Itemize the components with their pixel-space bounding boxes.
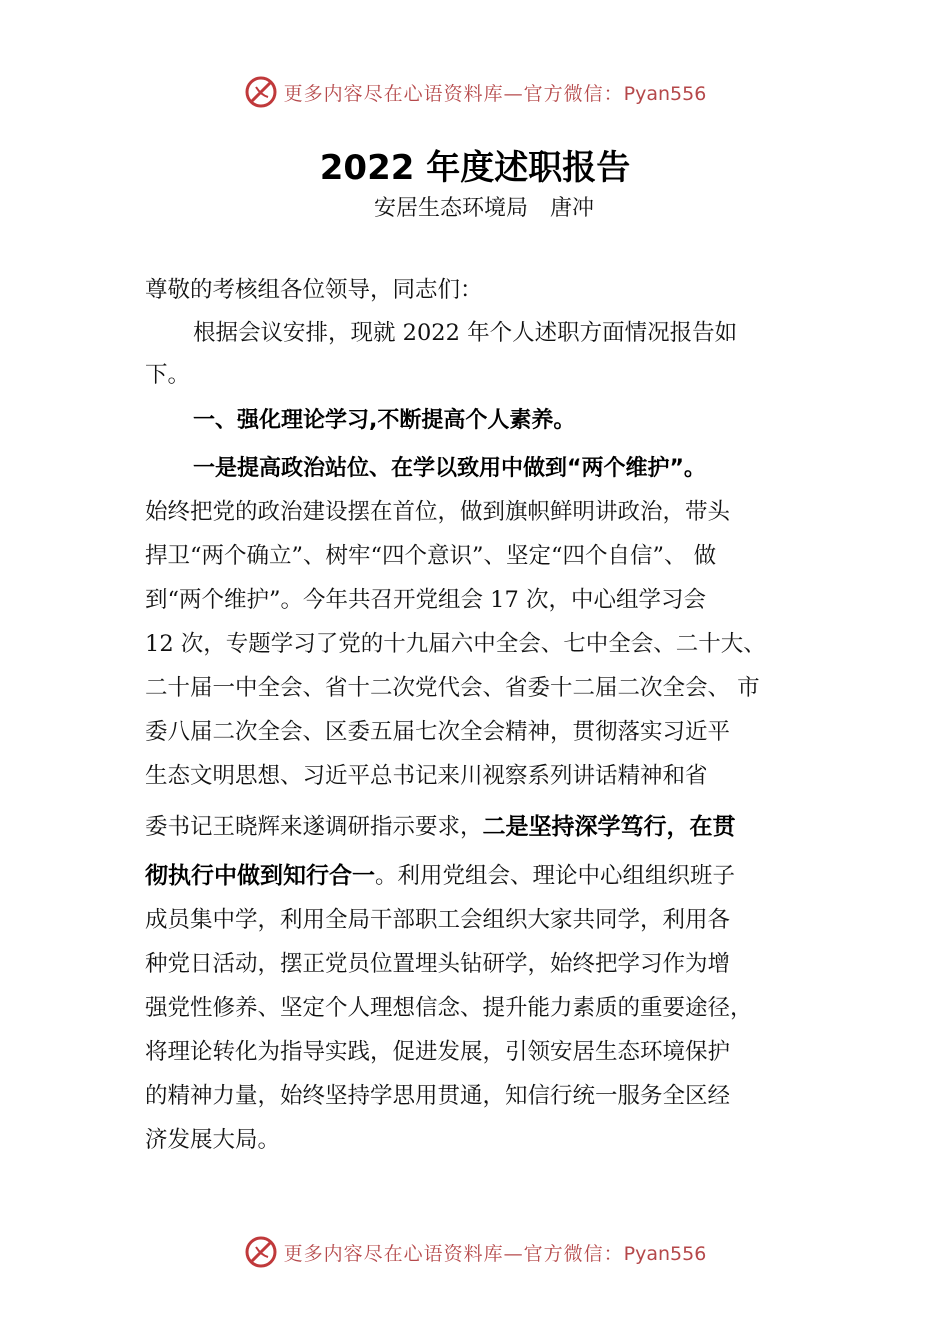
paragraph-1-line: 到“两个维护”。今年共召开党组会 17 次，中心组学习会 — [145, 587, 706, 613]
watermark-banner-bottom — [0, 1232, 950, 1272]
intro-line-1: 根据会议安排，现就 2022 年个人述职方面情况报告如 — [193, 320, 738, 346]
paragraph-1-last-line: 委书记王晓辉来遂调研指示要求，二是坚持深学笃行，在贯 — [145, 814, 736, 840]
paragraph-1-line: 生态文明思想、习近平总书记来川视察系列讲话精神和省 — [145, 763, 708, 789]
wechat-id: Pyan556 — [623, 1242, 707, 1265]
intro-line-2: 下。 — [145, 362, 191, 388]
document-title: 2022 年度述职报告 — [319, 148, 631, 188]
subsection-heading-2-part-2: 彻执行中做到知行合一 — [145, 863, 375, 889]
paragraph-2-line: 成员集中学，利用全局干部职工会组织大家共同学，利用各 — [145, 907, 731, 933]
paragraph-1-line: 12 次，专题学习了党的十九届六中全会、七中全会、二十大、 — [145, 631, 766, 657]
banner-text: 更多内容尽在心语资料库—官方微信：Pyan556 — [283, 1242, 707, 1265]
salutation: 尊敬的考核组各位领导，同志们： — [145, 277, 483, 303]
brush-logo-icon — [244, 1235, 278, 1269]
paragraph-2-line: 强党性修养、坚定个人理想信念、提升能力素质的重要途径， — [145, 995, 753, 1021]
paragraph-2-line: 的精神力量，始终坚持学思用贯通，知信行统一服务全区经 — [145, 1083, 731, 1109]
paragraph-1-line: 委八届二次全会、区委五届七次全会精神，贯彻落实习近平 — [145, 719, 731, 745]
paragraph-2-line: 种党日活动，摆正党员位置埋头钻研学，始终把学习作为增 — [145, 951, 731, 977]
subsection-heading-1: 一是提高政治站位、在学以致用中做到“两个维护”。 — [193, 456, 706, 481]
paragraph-2-line: 将理论转化为指导实践，促进发展，引领安居生态环境保护 — [145, 1039, 731, 1065]
paragraph-1-line: 始终把党的政治建设摆在首位，做到旗帜鲜明讲政治，带头 — [145, 499, 731, 525]
paragraph-2-line: 济发展大局。 — [145, 1127, 281, 1153]
paragraph-2-first-line: 彻执行中做到知行合一。利用党组会、理论中心组组织班子 — [145, 863, 736, 889]
section-heading-1: 一、强化理论学习,不断提高个人素养。 — [193, 408, 576, 433]
watermark-banner-top — [0, 72, 950, 112]
document-subtitle: 安居生态环境局 唐冲 — [374, 196, 595, 221]
brush-logo-icon — [244, 75, 278, 109]
wechat-id: Pyan556 — [623, 82, 707, 105]
banner-text: 更多内容尽在心语资料库—官方微信：Pyan556 — [283, 82, 707, 105]
paragraph-1-line: 二十届一中全会、省十二次党代会、省委十二届二次全会、 市 — [145, 675, 760, 701]
subsection-heading-2-part-1: 二是坚持深学笃行，在贯 — [482, 814, 736, 840]
paragraph-1-line: 捍卫“两个确立”、树牢“四个意识”、坚定“四个自信”、 做 — [145, 543, 717, 569]
